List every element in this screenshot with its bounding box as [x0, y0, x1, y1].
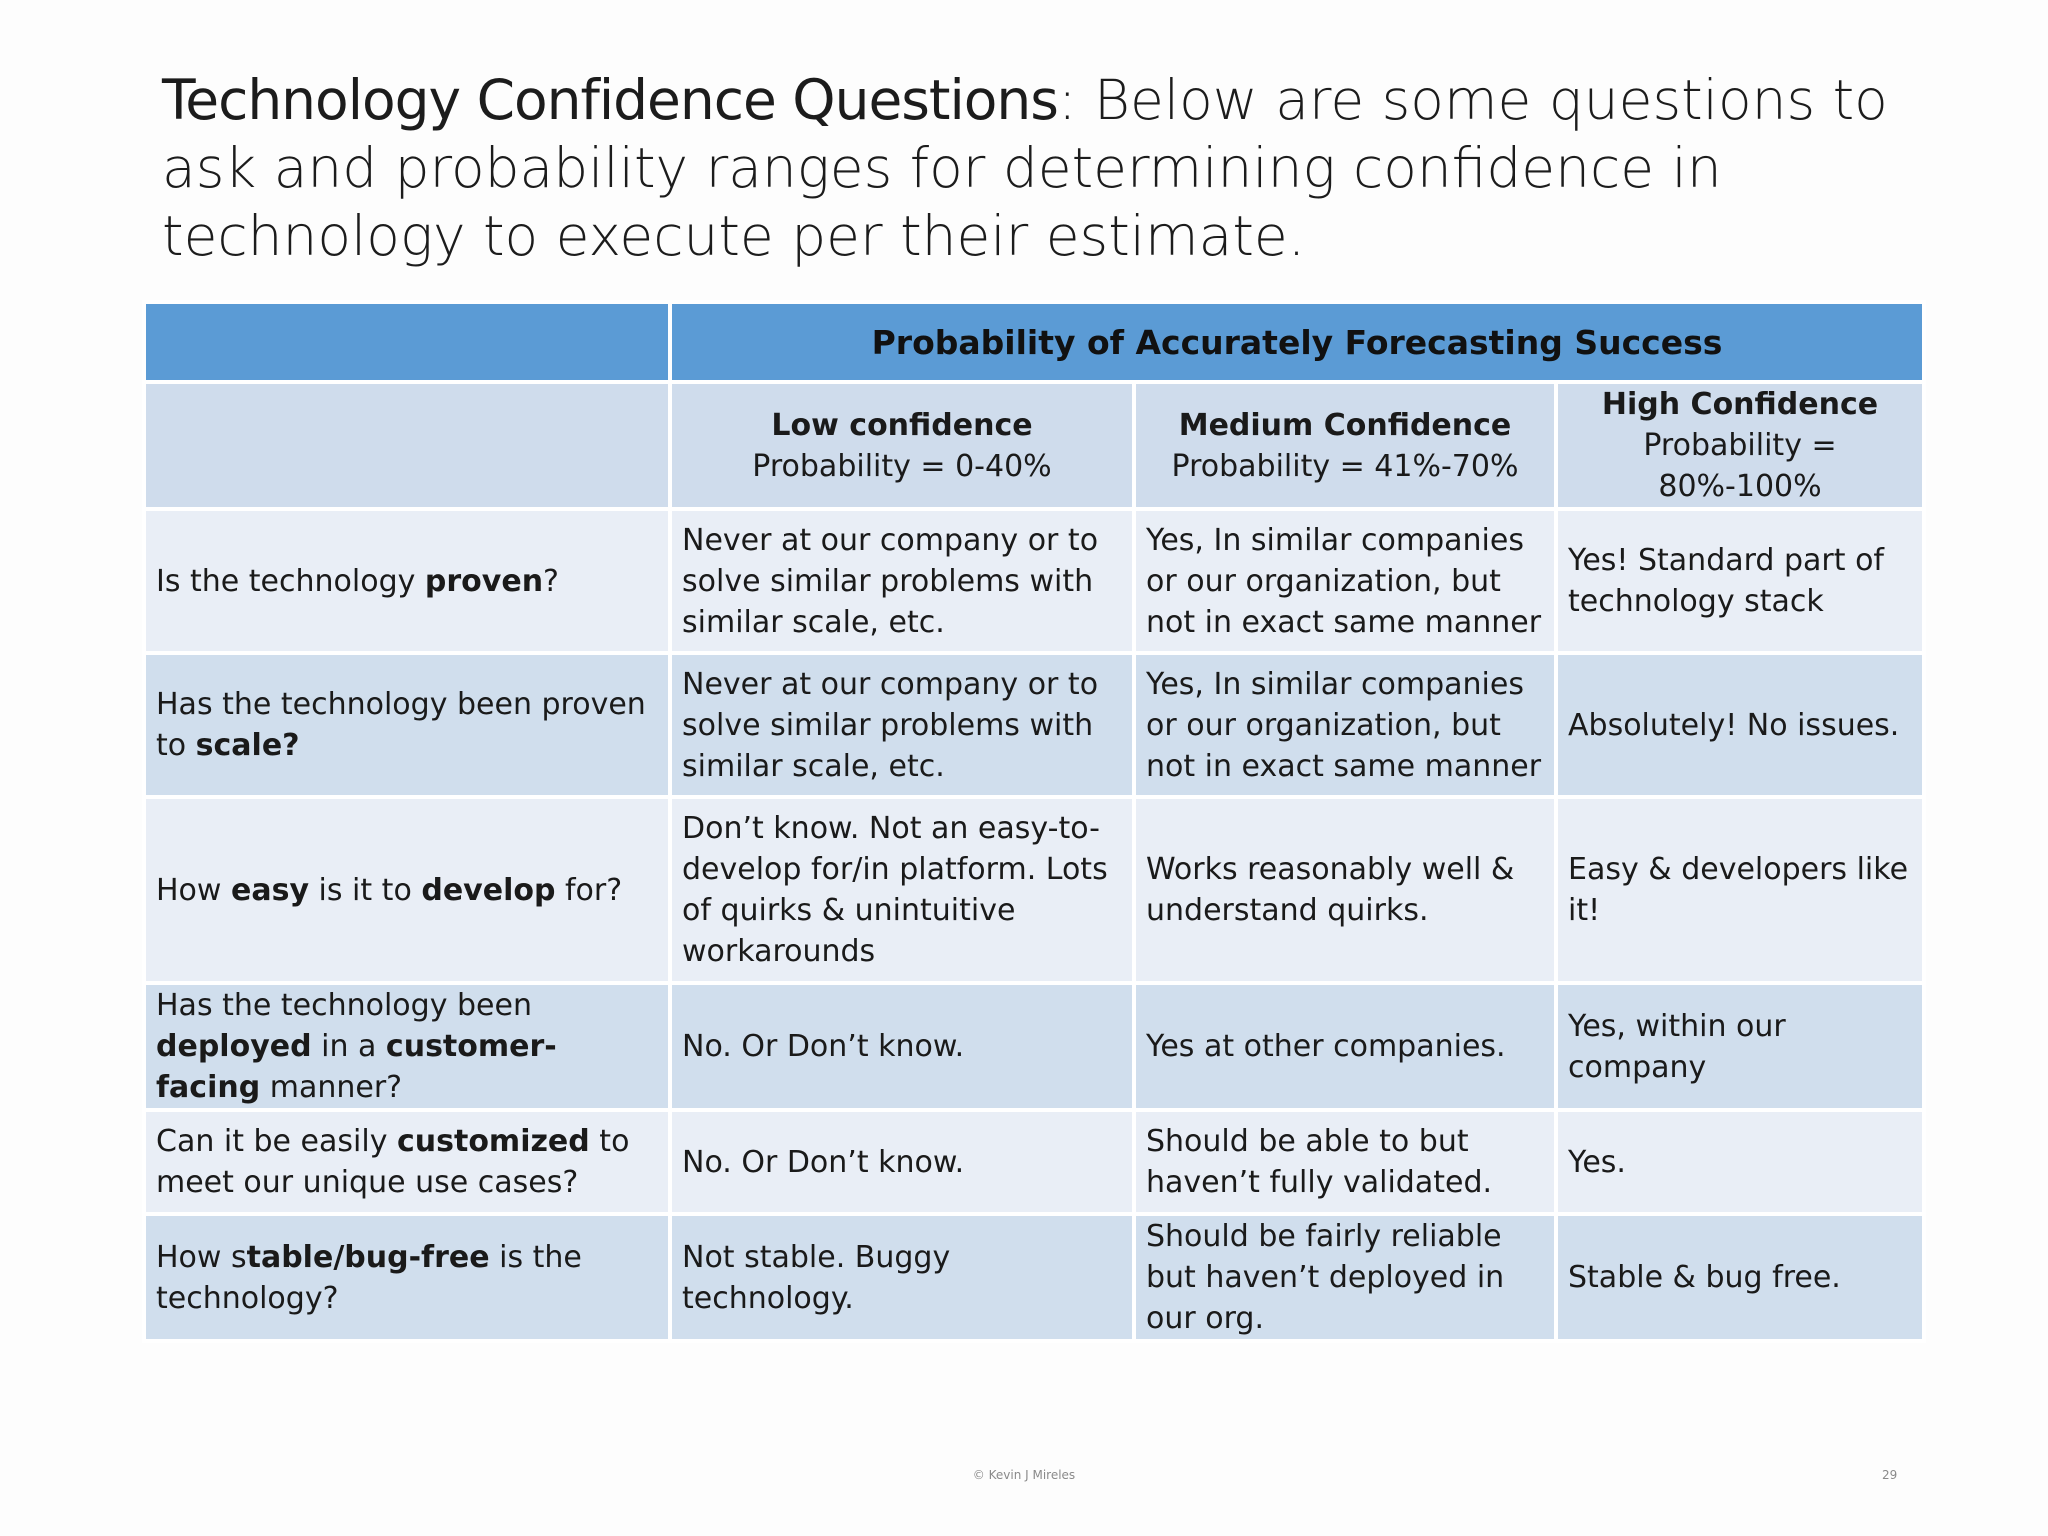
- level-medium: [1134, 382, 1556, 509]
- question-cell: Is the technology proven?: [144, 509, 670, 653]
- level-low-label: Low confidence: [771, 407, 1033, 443]
- low-cell: No. Or Don’t know.: [670, 1110, 1134, 1214]
- level-high-range: Probability = 80%-100%: [1643, 428, 1837, 504]
- level-low-range: Probability = 0-40%: [752, 448, 1052, 484]
- medium-cell: Should be able to but haven’t fully validated.: [1134, 1110, 1556, 1214]
- table-header-row: [144, 302, 1924, 382]
- question-cell: Can it be easily customized to meet our unique use cases?: [144, 1110, 670, 1214]
- question-cell: How easy is it to develop for?: [144, 797, 670, 983]
- high-cell: Absolutely! No issues.: [1556, 653, 1924, 797]
- question-cell: Has the technology been proven to scale?: [144, 653, 670, 797]
- title-rest: : Below are some questions to ask and probability ranges for determining confidence in technology to execute per their estimate.: [162, 68, 1888, 268]
- copyright-footer: © Kevin J Mireles: [972, 1468, 1076, 1482]
- medium-cell: Yes, In similar companies or our organization, but not in exact same manner: [1134, 509, 1556, 653]
- question-cell: Has the technology been deployed in a customer-facing manner?: [144, 983, 670, 1110]
- confidence-level-row: [144, 382, 1924, 509]
- level-medium-range: Probability = 41%-70%: [1171, 448, 1519, 484]
- confidence-table: [142, 300, 1926, 1343]
- high-cell: Stable & bug free.: [1556, 1214, 1924, 1341]
- table-row: [144, 1214, 1924, 1341]
- page-number: 29: [1882, 1468, 1898, 1482]
- low-cell: No. Or Don’t know.: [670, 983, 1134, 1110]
- medium-cell: Should be fairly reliable but haven’t deployed in our org.: [1134, 1214, 1556, 1341]
- level-high: [1556, 382, 1924, 509]
- header-empty-cell: [144, 302, 670, 382]
- medium-cell: Yes at other companies.: [1134, 983, 1556, 1110]
- level-low: [670, 382, 1134, 509]
- question-cell: How stable/bug-free is the technology?: [144, 1214, 670, 1341]
- table-row: [144, 653, 1924, 797]
- high-cell: Yes! Standard part of technology stack: [1556, 509, 1924, 653]
- medium-cell: Yes, In similar companies or our organization, but not in exact same manner: [1134, 653, 1556, 797]
- low-cell: Not stable. Buggy technology.: [670, 1214, 1134, 1341]
- table-row: [144, 797, 1924, 983]
- probability-header: Probability of Accurately Forecasting Success: [670, 302, 1924, 382]
- table-row: [144, 983, 1924, 1110]
- medium-cell: Works reasonably well & understand quirks.: [1134, 797, 1556, 983]
- table-row: [144, 509, 1924, 653]
- low-cell: Never at our company or to solve similar problems with similar scale, etc.: [670, 653, 1134, 797]
- level-empty-cell: [144, 382, 670, 509]
- low-cell: Don’t know. Not an easy-to-develop for/in platform. Lots of quirks & unintuitive workarounds: [670, 797, 1134, 983]
- slide-title: [162, 66, 1922, 270]
- title-lead: Technology Confidence Questions: [162, 68, 1058, 132]
- level-medium-label: Medium Confidence: [1178, 407, 1512, 443]
- high-cell: Yes.: [1556, 1110, 1924, 1214]
- low-cell: Never at our company or to solve similar problems with similar scale, etc.: [670, 509, 1134, 653]
- high-cell: Easy & developers like it!: [1556, 797, 1924, 983]
- high-cell: Yes, within our company: [1556, 983, 1924, 1110]
- table-row: [144, 1110, 1924, 1214]
- level-high-label: High Confidence: [1601, 387, 1879, 422]
